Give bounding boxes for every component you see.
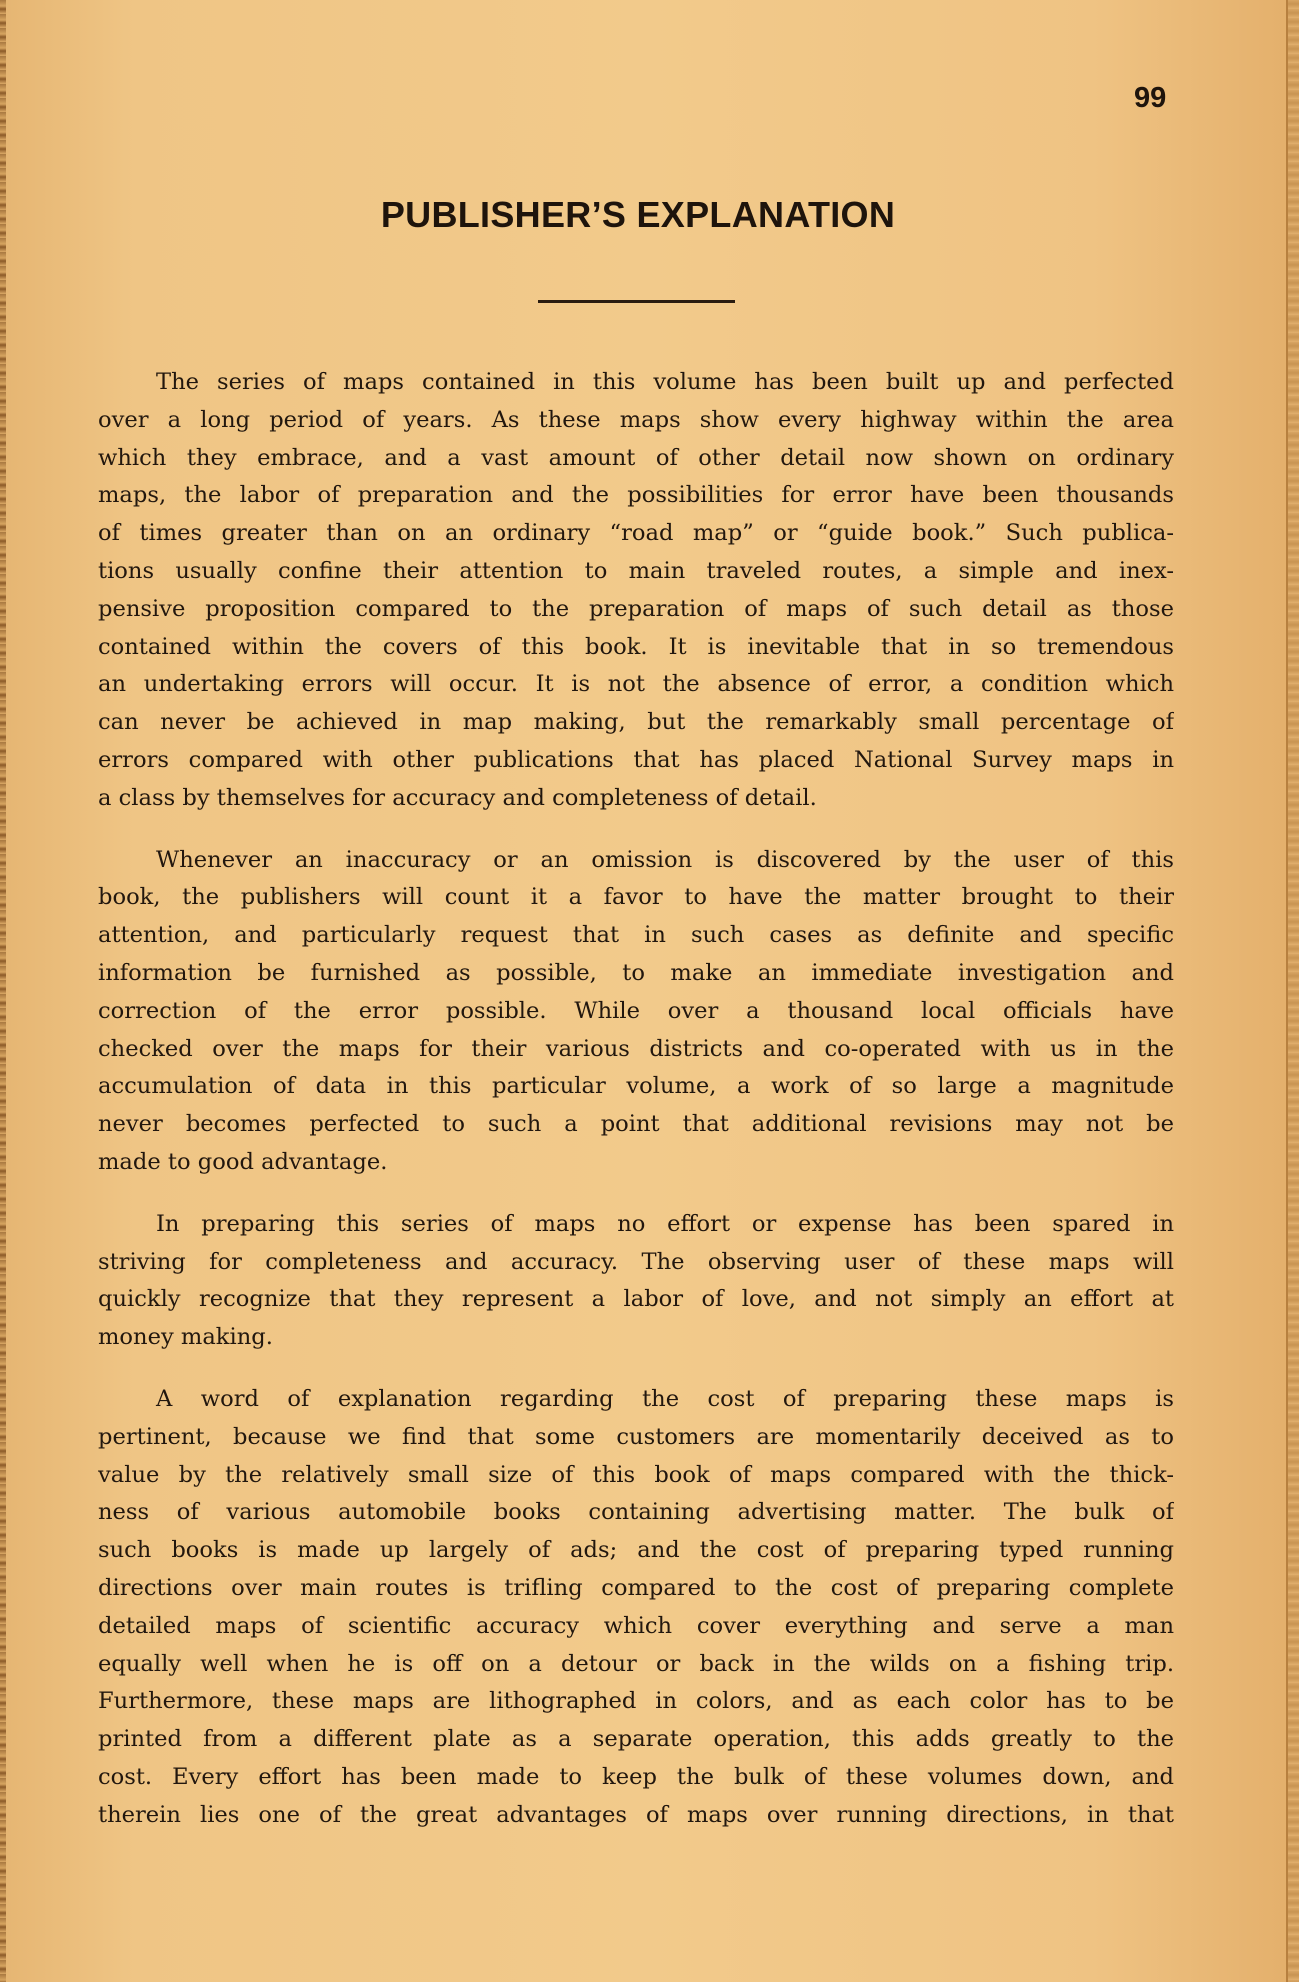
text-line: ness of various automobile books containing advertising matter. The bulk of	[98, 1499, 1174, 1526]
text-line: correction of the error possible. While over a thousand local officials have	[98, 997, 1174, 1024]
text-line: a class by themselves for accuracy and completeness of detail.	[98, 784, 817, 811]
text-line: Furthermore, these maps are lithographed in colors, and as each color has to be	[98, 1688, 1174, 1715]
text-line: checked over the maps for their various districts and co-operated with us in the	[98, 1035, 1174, 1062]
paragraph-4	[98, 1381, 1174, 1835]
text-line: maps, the labor of preparation and the possibilities for error have been thousands	[98, 482, 1174, 509]
text-line: pensive proposition compared to the preparation of maps of such detail as those	[98, 595, 1174, 622]
text-line: printed from a different plate as a separate operation, this adds greatly to the	[98, 1726, 1174, 1753]
text-line: A word of explanation regarding the cost of preparing these maps is	[156, 1385, 1174, 1412]
text-line: an undertaking errors will occur. It is not the absence of error, a condition which	[98, 671, 1174, 698]
text-line: can never be achieved in map making, but the remarkably small percentage of	[98, 709, 1174, 736]
text-line: money making.	[98, 1324, 273, 1351]
text-line: equally well when he is off on a detour or back in the wilds on a fishing trip.	[98, 1650, 1174, 1677]
text-line: cost. Every effort has been made to keep the bulk of these volumes down, and	[98, 1763, 1174, 1790]
page-stack-edge	[1286, 0, 1299, 1982]
text-line: of times greater than on an ordinary “road map” or “guide book.” Such publica-	[98, 520, 1174, 547]
text-line: In preparing this series of maps no effort or expense has been spared in	[156, 1210, 1174, 1237]
book-page	[6, 0, 1286, 1982]
text-line: directions over main routes is trifling compared to the cost of preparing complete	[98, 1574, 1174, 1601]
text-line: pertinent, because we find that some customers are momentarily deceived as to	[98, 1423, 1174, 1450]
text-line: book, the publishers will count it a favor to have the matter brought to their	[98, 884, 1174, 911]
text-line: made to good advantage.	[98, 1148, 388, 1175]
text-line: Whenever an inaccuracy or an omission is discovered by the user of this	[156, 846, 1174, 873]
text-line: striving for completeness and accuracy. The observing user of these maps will	[98, 1248, 1174, 1275]
page-number: 99	[1134, 82, 1167, 114]
text-line: which they embrace, and a vast amount of other detail now shown on ordinary	[98, 444, 1174, 471]
text-line: tions usually confine their attention to main traveled routes, a simple and inex-	[98, 557, 1174, 584]
text-line: attention, and particularly request that in such cases as definite and specific	[98, 922, 1174, 949]
text-line: therein lies one of the great advantages of maps over running directions, in that	[98, 1801, 1174, 1828]
text-line: detailed maps of scientific accuracy which cover everything and serve a man	[98, 1612, 1174, 1639]
text-line: over a long period of years. As these maps show every highway within the area	[98, 406, 1174, 433]
paragraph-1	[98, 364, 1174, 818]
text-line: value by the relatively small size of this book of maps compared with the thick-	[98, 1461, 1174, 1488]
text-line: information be furnished as possible, to make an immediate investigation and	[98, 959, 1174, 986]
paragraph-3	[98, 1206, 1174, 1357]
text-line: errors compared with other publications that has placed National Survey maps in	[98, 746, 1174, 773]
text-line: contained within the covers of this book. It is inevitable that in so tremendous	[98, 633, 1174, 660]
body-text	[98, 364, 1174, 1858]
text-line: such books is made up largely of ads; and the cost of preparing typed running	[98, 1537, 1174, 1564]
text-line: The series of maps contained in this volume has been built up and perfected	[156, 369, 1174, 395]
text-line: quickly recognize that they represent a labor of love, and not simply an effort at	[98, 1286, 1174, 1313]
paragraph-2	[98, 842, 1174, 1182]
title-divider	[538, 300, 735, 303]
text-line: never becomes perfected to such a point that additional revisions may not be	[98, 1111, 1174, 1138]
text-line: accumulation of data in this particular volume, a work of so large a magnitude	[98, 1073, 1174, 1100]
page-title: PUBLISHER’S EXPLANATION	[380, 194, 896, 235]
